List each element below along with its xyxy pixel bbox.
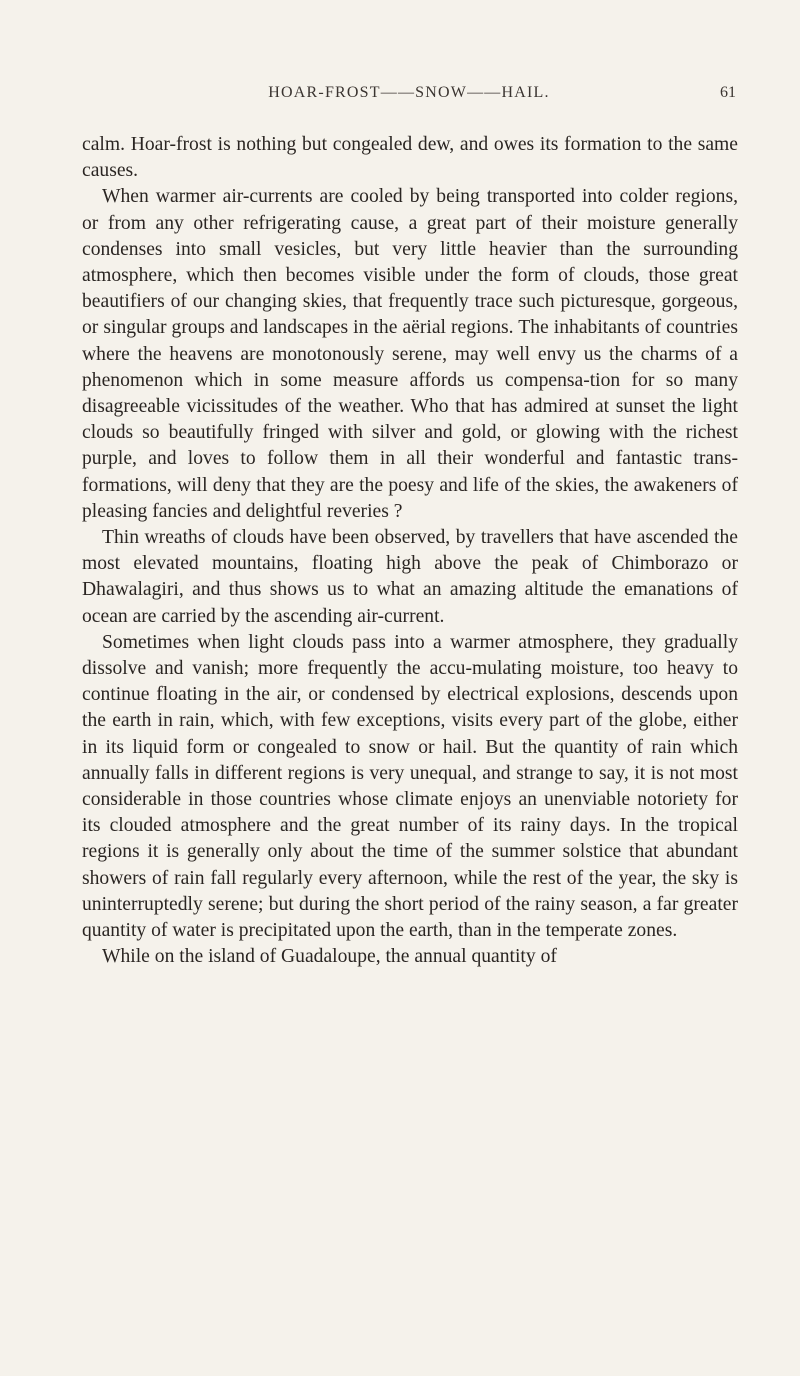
paragraph: Sometimes when light clouds pass into a warmer atmosphere, they gradually dissolve and vanish; more frequently the accu-mulating moisture, too heavy to continue floating in the air, or condensed by electrical explosions, descends upon the earth in rain, which, with few exceptions, visits every part of the globe, either in its liquid form or congealed to snow or hail. But the quantity of rain which annually falls in different regions is very unequal, and strange to say, it is not most considerable in those countries whose climate enjoys an unenviable notoriety for its clouded atmosphere and the great number of its rainy days. In the tropical regions it is generally only about the time of the summer solstice that abundant showers of rain fall regularly every afternoon, while the rest of the year, the sky is uninterruptedly serene; but during the short period of the rainy season, a far greater quantity of water is precipitated upon the earth, than in the temperate zones. xyxy=(82,631,738,942)
paragraph: Thin wreaths of clouds have been observed, by travellers that have ascended the most elevated mountains, floating high above the peak of Chimborazo or Dhawalagiri, and thus shows us to what an amazing altitude the emanations of ocean are carried by the ascending air-current. xyxy=(82,527,738,627)
paragraph: When warmer air-currents are cooled by being transported into colder regions, or from any other refrigerating cause, a great part of their moisture generally condenses into small vesicles, but very little heavier than the surrounding atmosphere, which then becomes visible under the form of clouds, those great beautifiers of our changing skies, that frequently trace such picturesque, gorgeous, or singular groups and landscapes in the aërial regions. The inhabitants of countries where the heavens are monotonously serene, may well envy us the charms of a phenomenon which in some measure affords us compensa-tion for so many disagreeable vicissitudes of the weather. Who that has admired at sunset the light clouds so beautifully fringed with silver and gold, or glowing with the richest purple, and loves to follow them in all their wonderful and fantastic trans-formations, will deny that they are the poesy and life of the skies, the awakeners of pleasing fancies and delightful reveries ? xyxy=(82,186,738,522)
page-header xyxy=(82,84,736,112)
page-number: 61 xyxy=(720,84,736,101)
running-head: HOAR-FROST——SNOW——HAIL. xyxy=(268,84,550,101)
paragraph: While on the island of Guadaloupe, the annual quantity of xyxy=(102,946,557,968)
paragraph-continuation: calm. Hoar-frost is nothing but congealed dew, and owes its formation to the same causes. xyxy=(82,134,738,182)
body-text xyxy=(82,132,738,971)
